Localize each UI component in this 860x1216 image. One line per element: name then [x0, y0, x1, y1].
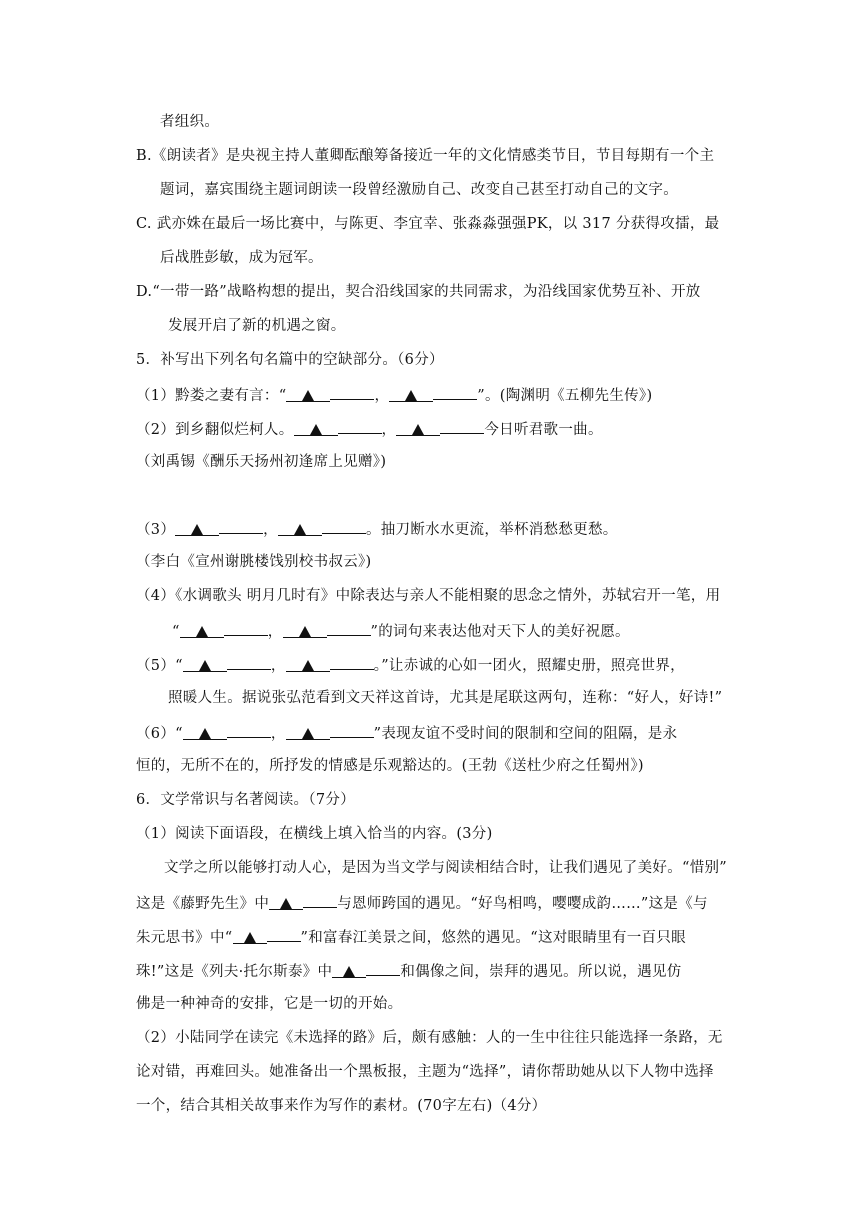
q5-item-3: [136, 518, 618, 540]
fill-blank[interactable]: [278, 520, 322, 536]
fill-blank[interactable]: [366, 960, 400, 976]
triangle-icon: [191, 524, 203, 535]
triangle-icon: [196, 626, 208, 637]
fill-blank[interactable]: [330, 722, 374, 738]
fill-blank[interactable]: [286, 386, 330, 402]
triangle-icon: [302, 728, 314, 739]
triangle-icon: [310, 424, 322, 435]
fill-blank[interactable]: [267, 926, 301, 942]
q5-item-2-text-c: 今日听君歌一曲。: [484, 422, 603, 438]
triangle-icon: [343, 966, 355, 977]
fill-blank[interactable]: [183, 724, 227, 740]
q6-item-2-line3: 一个，结合其相关故事来作为写作的素材。(70字左右)（4分）: [136, 1098, 547, 1114]
q5-item-6-line2: 恒的，无所不在的，所抒发的情感是乐观豁达的。(王勃《送杜少府之任蜀州》): [136, 758, 644, 774]
fill-blank[interactable]: [286, 724, 330, 740]
fill-blank[interactable]: [303, 892, 337, 908]
option-b-line2: 题词，嘉宾围绕主题词朗读一段曾经激励自己、改变自己甚至打动自己的文字。: [160, 182, 678, 198]
option-c-line2: 后战胜彭敏，成为冠军。: [160, 250, 323, 266]
q6-passage-line4: [136, 960, 682, 982]
q5-item-3-source: （李白《宣州谢朓楼饯别校书叔云》): [136, 554, 372, 570]
q5-item-3-text-c: 。抽刀断水水更流，举杯消愁愁更愁。: [365, 522, 618, 538]
q5-item-2-text-b: ，: [381, 422, 397, 438]
triangle-icon: [199, 728, 211, 739]
fill-blank[interactable]: [322, 518, 366, 534]
q6-passage-line3: [136, 926, 686, 948]
triangle-icon: [302, 390, 314, 401]
q5-item-1: [136, 384, 652, 406]
q5-item-6-text-a: （6）“: [136, 726, 183, 742]
triangle-icon: [299, 626, 311, 637]
q6-item-2-line1: （2）小陆同学在读完《未选择的路》后，颇有感触：人的一生中往往只能选择一条路，无: [136, 1030, 723, 1046]
triangle-icon: [412, 424, 424, 435]
fill-blank[interactable]: [330, 384, 374, 400]
q6-passage-line4-text-b: 和偶像之间，崇拜的遇见。所以说，遇见仿: [400, 964, 682, 980]
q6-passage-line3-text-b: ”和富春江美景之间，悠然的遇见。“这对眼睛里有一百只眼: [300, 930, 686, 946]
q5-item-2: [136, 418, 603, 440]
fill-blank[interactable]: [294, 420, 338, 436]
fill-blank[interactable]: [330, 654, 374, 670]
q5-item-5-text-a: （5）“: [136, 658, 183, 674]
fill-blank[interactable]: [224, 620, 268, 636]
q5-item-5-line1: [136, 654, 685, 676]
fill-blank[interactable]: [180, 622, 224, 638]
q6-item-2-line2: 论对错，再难回头。她准备出一个黑板报，主题为“选择”，请你帮助她从以下人物中选择: [136, 1064, 714, 1080]
q5-item-1-text-b: ，: [374, 388, 390, 404]
q5-item-4-text-c: ”的词句来表达他对天下人的美好祝愿。: [370, 624, 630, 640]
q6-passage-line3-text-a: 朱元思书》中“: [136, 930, 233, 946]
triangle-icon: [199, 660, 211, 671]
fill-blank[interactable]: [183, 656, 227, 672]
fill-blank[interactable]: [440, 418, 484, 434]
q5-item-5-text-b: ，: [270, 658, 286, 674]
q5-item-6-line1: [136, 722, 677, 744]
triangle-icon: [302, 660, 314, 671]
q5-item-1-text-c: ”。(陶渊明《五柳先生传》): [477, 388, 653, 404]
fill-blank[interactable]: [332, 962, 366, 978]
q5-item-5-text-c: 。”让赤诚的心如一团火，照耀史册，照亮世界，: [373, 658, 685, 674]
option-d-line2: 发展开启了新的机遇之窗。: [168, 318, 346, 334]
triangle-icon: [405, 390, 417, 401]
q5-item-4-text-a: “: [172, 624, 180, 640]
q5-item-4-line2: [172, 620, 630, 642]
option-a-tail: 者组织。: [160, 114, 220, 130]
question-6-heading: 6．文学常识与名著阅读。（7分）: [136, 792, 355, 808]
triangle-icon: [280, 898, 292, 909]
question-5-heading: 5．补写出下列名句名篇中的空缺部分。（6分）: [136, 352, 444, 368]
fill-blank[interactable]: [175, 520, 219, 536]
q6-passage-line4-text-a: 珠!”这是《列夫·托尔斯泰》中: [136, 964, 333, 980]
q6-passage-line5: 佛是一种神奇的安排，它是一切的开始。: [136, 996, 403, 1012]
triangle-icon: [244, 932, 256, 943]
q6-passage-line2-text-b: 与恩师跨国的遇见。“好鸟相鸣，嘤嘤成韵……”这是《与: [337, 896, 708, 912]
fill-blank[interactable]: [327, 620, 371, 636]
q5-item-2-text-a: （2）到乡翻似烂柯人。: [136, 422, 294, 438]
option-b-line1: B.《朗读者》是央视主持人董卿酝酿筹备接近一年的文化情感类节目，节目每期有一个主: [136, 148, 715, 164]
option-d-line1: D.“一带一路”战略构想的提出，契合沿线国家的共同需求，为沿线国家优势互补、开放: [136, 284, 701, 300]
fill-blank[interactable]: [286, 656, 330, 672]
q5-item-4-text-b: ，: [267, 624, 283, 640]
q6-passage-line1: 文学之所以能够打动人心，是因为当文学与阅读相结合时，让我们遇见了美好。“惜别”: [164, 860, 728, 876]
fill-blank[interactable]: [283, 622, 327, 638]
q5-item-4-line1: （4）《水调歌头 明月几时有》中除表达与亲人不能相聚的思念之情外，苏轼宕开一笔，用: [136, 588, 721, 604]
option-c-line1: C. 武亦姝在最后一场比赛中，与陈更、李宜幸、张淼淼强强PK，以 317 分获得攻擂，最: [136, 216, 720, 232]
q5-item-6-text-c: ”表现友谊不受时间的限制和空间的阻隔，是永: [373, 726, 678, 742]
fill-blank[interactable]: [433, 384, 477, 400]
fill-blank[interactable]: [389, 386, 433, 402]
q5-item-2-source: （刘禹锡《酬乐天扬州初逢席上见赠》): [136, 454, 387, 470]
q6-passage-line2: [136, 892, 708, 914]
q5-item-5-line2: 照暖人生。据说张弘范看到文天祥这首诗，尤其是尾联这两句，连称：“好人，好诗!”: [168, 690, 723, 706]
fill-blank[interactable]: [269, 894, 303, 910]
fill-blank[interactable]: [219, 518, 263, 534]
triangle-icon: [294, 524, 306, 535]
q5-item-6-text-b: ，: [270, 726, 286, 742]
fill-blank[interactable]: [396, 420, 440, 436]
fill-blank[interactable]: [227, 654, 271, 670]
q5-item-1-text-a: （1）黔娄之妻有言：“: [136, 388, 287, 404]
q5-item-3-text-a: （3）: [136, 522, 176, 538]
q6-passage-line2-text-a: 这是《藤野先生》中: [136, 896, 270, 912]
fill-blank[interactable]: [233, 928, 267, 944]
q5-item-3-text-b: ，: [263, 522, 278, 538]
q6-item-1-heading: （1）阅读下面语段，在横线上填入恰当的内容。(3分): [136, 826, 493, 842]
fill-blank[interactable]: [338, 418, 382, 434]
fill-blank[interactable]: [227, 722, 271, 738]
